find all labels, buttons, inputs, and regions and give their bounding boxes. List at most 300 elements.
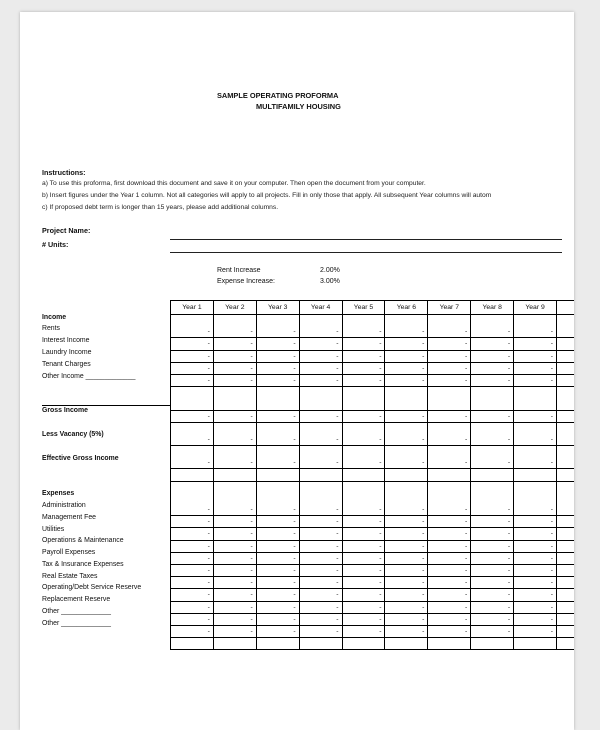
grid-cell[interactable] xyxy=(256,469,299,481)
grid-cell[interactable]: - xyxy=(471,350,514,362)
grid-cell[interactable]: - xyxy=(514,552,557,564)
grid-cell[interactable]: - xyxy=(213,410,256,422)
grid-row xyxy=(171,613,575,625)
grid-cell[interactable]: - xyxy=(428,516,471,528)
grid-cell[interactable] xyxy=(299,387,342,399)
grid-cell[interactable]: - xyxy=(299,457,342,469)
grid-cell[interactable] xyxy=(471,398,514,410)
grid-cell[interactable]: - xyxy=(342,516,385,528)
grid-cell[interactable] xyxy=(514,469,557,481)
grid-cell[interactable]: - xyxy=(171,350,214,362)
grid-cell[interactable]: - xyxy=(299,362,342,374)
grid-cell[interactable]: - xyxy=(471,589,514,601)
grid-cell xyxy=(557,422,574,434)
grid-cell[interactable] xyxy=(342,446,385,458)
grid-cell[interactable]: - xyxy=(385,457,428,469)
grid-cell[interactable]: - xyxy=(514,338,557,350)
document-page xyxy=(20,12,574,730)
grid-cell[interactable]: - xyxy=(171,338,214,350)
grid-cell[interactable]: - xyxy=(471,564,514,576)
grid-cell[interactable] xyxy=(514,638,557,650)
grid-cell[interactable] xyxy=(299,481,342,493)
grid-cell[interactable]: - xyxy=(256,504,299,516)
grid-cell[interactable]: - xyxy=(299,625,342,637)
grid-cell[interactable]: - xyxy=(171,540,214,552)
grid-cell[interactable] xyxy=(256,422,299,434)
grid-cell[interactable]: - xyxy=(385,601,428,613)
grid-cell[interactable]: - xyxy=(428,350,471,362)
grid-cell[interactable] xyxy=(385,422,428,434)
grid-cell[interactable] xyxy=(471,481,514,493)
grid-row xyxy=(171,589,575,601)
grid-cell[interactable] xyxy=(428,493,471,504)
grid-cell[interactable]: - xyxy=(299,577,342,589)
grid-cell[interactable]: - xyxy=(428,338,471,350)
grid-cell[interactable]: - xyxy=(342,589,385,601)
grid-cell[interactable]: - xyxy=(213,516,256,528)
grid-cell[interactable]: - xyxy=(471,374,514,386)
grid-cell[interactable] xyxy=(299,315,342,327)
grid-cell[interactable]: - xyxy=(213,504,256,516)
grid-cell[interactable]: - xyxy=(428,434,471,446)
grid-cell[interactable]: - xyxy=(342,552,385,564)
grid-cell[interactable]: - xyxy=(171,601,214,613)
grid-cell[interactable] xyxy=(342,469,385,481)
grid-cell xyxy=(557,638,574,650)
grid-cell[interactable]: - xyxy=(342,577,385,589)
grid-cell xyxy=(557,564,574,576)
grid-cell[interactable]: - xyxy=(471,338,514,350)
grid-cell xyxy=(557,540,574,552)
units-label: # Units: xyxy=(42,240,69,249)
grid-cell[interactable] xyxy=(342,422,385,434)
year-4-header: Year 4 xyxy=(299,301,342,315)
grid-cell xyxy=(557,446,574,458)
grid-cell[interactable]: - xyxy=(428,613,471,625)
grid-cell[interactable]: - xyxy=(342,326,385,338)
grid-cell[interactable]: - xyxy=(385,625,428,637)
grid-cell[interactable]: - xyxy=(256,457,299,469)
grid-cell[interactable]: - xyxy=(342,338,385,350)
grid-cell[interactable]: - xyxy=(471,613,514,625)
grid-cell[interactable] xyxy=(213,469,256,481)
grid-row xyxy=(171,434,575,446)
grid-cell[interactable]: - xyxy=(171,504,214,516)
grid-cell[interactable]: - xyxy=(385,589,428,601)
grid-cell[interactable] xyxy=(471,493,514,504)
grid-cell[interactable]: - xyxy=(213,613,256,625)
grid-cell[interactable]: - xyxy=(171,589,214,601)
grid-cell[interactable]: - xyxy=(428,410,471,422)
grid-cell xyxy=(557,481,574,493)
grid-cell[interactable] xyxy=(471,446,514,458)
year-6-header: Year 6 xyxy=(385,301,428,315)
grid-cell[interactable] xyxy=(342,481,385,493)
grid-cell[interactable] xyxy=(385,315,428,327)
grid-cell[interactable]: - xyxy=(471,540,514,552)
grid-cell[interactable]: - xyxy=(213,350,256,362)
grid-cell[interactable] xyxy=(428,638,471,650)
grid-cell[interactable]: - xyxy=(256,564,299,576)
grid-cell[interactable] xyxy=(299,422,342,434)
grid-cell[interactable] xyxy=(385,469,428,481)
grid-cell[interactable]: - xyxy=(514,564,557,576)
grid-cell[interactable]: - xyxy=(342,564,385,576)
grid-cell[interactable]: - xyxy=(256,577,299,589)
grid-cell[interactable]: - xyxy=(514,457,557,469)
grid-cell[interactable] xyxy=(514,446,557,458)
grid-cell[interactable]: - xyxy=(428,528,471,540)
grid-cell[interactable] xyxy=(385,387,428,399)
grid-cell xyxy=(557,362,574,374)
grid-cell[interactable]: - xyxy=(299,564,342,576)
grid-cell[interactable]: - xyxy=(256,516,299,528)
grid-cell[interactable]: - xyxy=(428,326,471,338)
grid-cell[interactable]: - xyxy=(342,374,385,386)
grid-cell[interactable]: - xyxy=(428,577,471,589)
grid-cell[interactable]: - xyxy=(514,625,557,637)
grid-cell[interactable]: - xyxy=(514,516,557,528)
grid-cell[interactable] xyxy=(213,387,256,399)
grid-cell[interactable]: - xyxy=(471,410,514,422)
grid-cell[interactable]: - xyxy=(471,601,514,613)
grid-cell[interactable]: - xyxy=(213,577,256,589)
grid-cell[interactable]: - xyxy=(299,540,342,552)
grid-cell[interactable]: - xyxy=(471,457,514,469)
grid-cell[interactable]: - xyxy=(299,516,342,528)
grid-row xyxy=(171,528,575,540)
grid-cell[interactable]: - xyxy=(171,564,214,576)
grid-cell[interactable]: - xyxy=(256,528,299,540)
grid-cell[interactable]: - xyxy=(299,350,342,362)
grid-cell[interactable] xyxy=(342,315,385,327)
grid-cell[interactable] xyxy=(213,481,256,493)
grid-cell[interactable] xyxy=(514,387,557,399)
grid-cell[interactable]: - xyxy=(342,613,385,625)
grid-cell[interactable]: - xyxy=(256,350,299,362)
grid-cell[interactable]: - xyxy=(428,589,471,601)
grid-cell[interactable] xyxy=(299,446,342,458)
row-label-effective-gross-income: Effective Gross Income xyxy=(42,455,119,462)
grid-cell[interactable] xyxy=(428,469,471,481)
grid-cell[interactable]: - xyxy=(256,625,299,637)
grid-cell[interactable]: - xyxy=(385,362,428,374)
grid-cell[interactable]: - xyxy=(342,457,385,469)
grid-cell xyxy=(557,387,574,399)
grid-cell[interactable]: - xyxy=(171,410,214,422)
grid-cell[interactable]: - xyxy=(299,434,342,446)
grid-cell[interactable] xyxy=(428,422,471,434)
grid-cell[interactable]: - xyxy=(213,601,256,613)
grid-cell[interactable]: - xyxy=(213,374,256,386)
grid-cell[interactable]: - xyxy=(213,338,256,350)
grid-cell[interactable]: - xyxy=(299,601,342,613)
grid-cell[interactable] xyxy=(171,422,214,434)
grid-cell[interactable] xyxy=(514,481,557,493)
grid-cell[interactable]: - xyxy=(471,552,514,564)
row-label-tax-insurance: Tax & Insurance Expenses xyxy=(42,561,124,568)
grid-cell[interactable] xyxy=(342,638,385,650)
grid-cell[interactable] xyxy=(299,398,342,410)
instruction-line-c: c) If proposed debt term is longer than 15 years, please add additional columns. xyxy=(42,204,279,211)
grid-cell[interactable] xyxy=(428,446,471,458)
grid-cell[interactable] xyxy=(514,315,557,327)
grid-cell[interactable] xyxy=(171,469,214,481)
grid-cell[interactable]: - xyxy=(428,564,471,576)
grid-cell[interactable] xyxy=(213,493,256,504)
row-label-other-2: Other _____________ xyxy=(42,620,111,627)
grid-cell[interactable]: - xyxy=(213,564,256,576)
units-field[interactable] xyxy=(170,252,562,253)
grid-cell[interactable]: - xyxy=(299,613,342,625)
row-label-interest-income: Interest Income xyxy=(42,337,90,344)
grid-cell[interactable] xyxy=(471,638,514,650)
grid-cell[interactable]: - xyxy=(471,326,514,338)
grid-cell[interactable]: - xyxy=(342,410,385,422)
grid-cell[interactable]: - xyxy=(256,410,299,422)
grid-row xyxy=(171,326,575,338)
grid-cell[interactable]: - xyxy=(514,540,557,552)
grid-cell[interactable]: - xyxy=(299,410,342,422)
grid-cell[interactable]: - xyxy=(171,457,214,469)
grid-cell[interactable]: - xyxy=(514,577,557,589)
grid-cell[interactable]: - xyxy=(514,434,557,446)
project-name-label: Project Name: xyxy=(42,226,91,235)
grid-cell[interactable] xyxy=(471,387,514,399)
grid-cell[interactable] xyxy=(256,315,299,327)
grid-cell[interactable]: - xyxy=(514,601,557,613)
grid-cell[interactable]: - xyxy=(514,410,557,422)
grid-row xyxy=(171,516,575,528)
grid-cell[interactable]: - xyxy=(171,362,214,374)
grid-cell[interactable]: - xyxy=(342,362,385,374)
grid-cell[interactable]: - xyxy=(514,362,557,374)
grid-cell[interactable]: - xyxy=(299,326,342,338)
grid-cell[interactable] xyxy=(256,446,299,458)
grid-cell[interactable]: - xyxy=(256,601,299,613)
grid-cell[interactable]: - xyxy=(299,504,342,516)
grid-cell[interactable] xyxy=(385,446,428,458)
grid-cell[interactable] xyxy=(213,638,256,650)
year-header-row xyxy=(171,301,575,315)
grid-cell[interactable] xyxy=(171,387,214,399)
grid-cell[interactable]: - xyxy=(256,362,299,374)
grid-cell[interactable]: - xyxy=(385,326,428,338)
grid-cell[interactable] xyxy=(385,638,428,650)
grid-cell[interactable]: - xyxy=(428,601,471,613)
grid-cell[interactable]: - xyxy=(428,625,471,637)
grid-cell[interactable] xyxy=(342,387,385,399)
grid-cell[interactable]: - xyxy=(213,552,256,564)
grid-cell[interactable]: - xyxy=(256,338,299,350)
grid-cell[interactable]: - xyxy=(342,504,385,516)
grid-cell[interactable]: - xyxy=(171,625,214,637)
grid-cell[interactable] xyxy=(514,398,557,410)
grid-cell[interactable]: - xyxy=(514,613,557,625)
grid-cell[interactable]: - xyxy=(342,350,385,362)
grid-cell[interactable]: - xyxy=(514,374,557,386)
grid-cell[interactable]: - xyxy=(256,613,299,625)
grid-cell[interactable]: - xyxy=(471,434,514,446)
grid-cell[interactable]: - xyxy=(342,528,385,540)
grid-cell[interactable]: - xyxy=(213,528,256,540)
grid-cell[interactable]: - xyxy=(385,504,428,516)
grid-cell[interactable]: - xyxy=(171,326,214,338)
grid-cell[interactable]: - xyxy=(385,434,428,446)
grid-cell[interactable]: - xyxy=(342,540,385,552)
grid-cell[interactable]: - xyxy=(256,540,299,552)
grid-cell[interactable]: - xyxy=(385,613,428,625)
grid-cell[interactable] xyxy=(299,493,342,504)
grid-cell[interactable]: - xyxy=(428,457,471,469)
grid-cell[interactable]: - xyxy=(471,577,514,589)
grid-cell[interactable] xyxy=(171,446,214,458)
grid-cell[interactable] xyxy=(256,481,299,493)
grid-cell[interactable] xyxy=(428,481,471,493)
grid-cell[interactable]: - xyxy=(342,434,385,446)
grid-cell[interactable]: - xyxy=(385,516,428,528)
grid-cell[interactable]: - xyxy=(471,625,514,637)
project-name-field[interactable] xyxy=(170,239,562,240)
grid-cell[interactable]: - xyxy=(385,552,428,564)
grid-cell[interactable]: - xyxy=(171,516,214,528)
gross-income-rule xyxy=(42,405,170,406)
grid-cell[interactable]: - xyxy=(342,601,385,613)
grid-cell[interactable] xyxy=(256,638,299,650)
grid-cell[interactable]: - xyxy=(514,350,557,362)
grid-cell[interactable]: - xyxy=(385,374,428,386)
grid-cell[interactable]: - xyxy=(514,504,557,516)
grid-cell[interactable] xyxy=(471,469,514,481)
grid-cell xyxy=(557,398,574,410)
grid-cell[interactable] xyxy=(171,481,214,493)
grid-cell[interactable]: - xyxy=(213,457,256,469)
grid-cell[interactable] xyxy=(385,398,428,410)
grid-cell[interactable]: - xyxy=(299,589,342,601)
grid-cell[interactable] xyxy=(171,493,214,504)
grid-cell[interactable]: - xyxy=(256,589,299,601)
grid-cell[interactable]: - xyxy=(514,528,557,540)
grid-cell[interactable]: - xyxy=(514,326,557,338)
row-label-other-income: Other Income _____________ xyxy=(42,373,136,380)
grid-cell[interactable] xyxy=(256,493,299,504)
grid-cell[interactable]: - xyxy=(428,374,471,386)
grid-cell[interactable]: - xyxy=(471,504,514,516)
grid-cell[interactable] xyxy=(428,398,471,410)
grid-cell[interactable] xyxy=(342,493,385,504)
grid-row xyxy=(171,374,575,386)
grid-cell[interactable] xyxy=(171,315,214,327)
grid-cell xyxy=(557,326,574,338)
document-title: SAMPLE OPERATING PROFORMA xyxy=(217,91,339,100)
row-label-tenant-charges: Tenant Charges xyxy=(42,361,91,368)
grid-cell[interactable]: - xyxy=(299,552,342,564)
grid-cell[interactable]: - xyxy=(471,362,514,374)
grid-cell[interactable]: - xyxy=(213,625,256,637)
grid-cell[interactable]: - xyxy=(471,528,514,540)
row-label-payroll-expenses: Payroll Expenses xyxy=(42,549,96,556)
grid-cell[interactable]: - xyxy=(171,613,214,625)
grid-cell[interactable]: - xyxy=(428,504,471,516)
grid-cell[interactable]: - xyxy=(342,625,385,637)
grid-cell[interactable] xyxy=(514,422,557,434)
expense-increase-label: Expense Increase: xyxy=(217,278,275,285)
row-label-rents: Rents xyxy=(42,325,61,332)
grid-cell[interactable] xyxy=(213,398,256,410)
grid-cell xyxy=(557,434,574,446)
grid-cell[interactable]: - xyxy=(171,434,214,446)
grid-cell[interactable]: - xyxy=(385,410,428,422)
grid-cell[interactable] xyxy=(471,315,514,327)
grid-cell[interactable] xyxy=(471,422,514,434)
grid-cell[interactable]: - xyxy=(256,374,299,386)
grid-cell[interactable]: - xyxy=(213,589,256,601)
grid-cell[interactable] xyxy=(342,398,385,410)
grid-cell[interactable]: - xyxy=(171,577,214,589)
grid-cell[interactable]: - xyxy=(385,338,428,350)
grid-cell[interactable]: - xyxy=(171,374,214,386)
grid-cell[interactable] xyxy=(428,387,471,399)
grid-cell[interactable]: - xyxy=(213,540,256,552)
grid-cell[interactable]: - xyxy=(213,434,256,446)
grid-cell[interactable]: - xyxy=(385,540,428,552)
grid-cell[interactable]: - xyxy=(385,528,428,540)
grid-cell[interactable]: - xyxy=(171,528,214,540)
grid-cell[interactable]: - xyxy=(256,326,299,338)
grid-cell[interactable]: - xyxy=(299,338,342,350)
grid-cell[interactable]: - xyxy=(471,516,514,528)
grid-row xyxy=(171,552,575,564)
row-label-administration: Administration xyxy=(42,502,86,509)
grid-cell[interactable] xyxy=(256,387,299,399)
row-label-gross-income: Gross Income xyxy=(42,407,88,414)
grid-cell[interactable] xyxy=(385,481,428,493)
grid-row xyxy=(171,315,575,327)
grid-row xyxy=(171,469,575,481)
grid-cell[interactable]: - xyxy=(256,434,299,446)
grid-cell[interactable]: - xyxy=(213,362,256,374)
grid-cell[interactable] xyxy=(385,493,428,504)
rent-increase-label: Rent Increase xyxy=(217,267,261,274)
grid-row xyxy=(171,638,575,650)
grid-cell[interactable]: - xyxy=(385,577,428,589)
grid-cell[interactable] xyxy=(299,469,342,481)
grid-cell[interactable]: - xyxy=(428,552,471,564)
grid-cell[interactable]: - xyxy=(299,374,342,386)
grid-cell[interactable] xyxy=(428,315,471,327)
grid-cell[interactable]: - xyxy=(514,589,557,601)
grid-cell[interactable]: - xyxy=(256,552,299,564)
instructions-heading: Instructions: xyxy=(42,168,86,177)
grid-cell[interactable] xyxy=(256,398,299,410)
grid-cell[interactable]: - xyxy=(385,564,428,576)
grid-cell[interactable] xyxy=(171,638,214,650)
grid-cell[interactable] xyxy=(171,398,214,410)
grid-cell xyxy=(557,589,574,601)
grid-cell[interactable]: - xyxy=(428,362,471,374)
grid-cell[interactable]: - xyxy=(171,552,214,564)
year-7-header: Year 7 xyxy=(428,301,471,315)
grid-cell[interactable] xyxy=(213,315,256,327)
grid-cell[interactable] xyxy=(213,422,256,434)
grid-cell[interactable]: - xyxy=(299,528,342,540)
grid-cell[interactable]: - xyxy=(428,540,471,552)
grid-cell[interactable]: - xyxy=(213,326,256,338)
grid-cell[interactable] xyxy=(514,493,557,504)
grid-cell[interactable]: - xyxy=(385,350,428,362)
grid-cell[interactable] xyxy=(213,446,256,458)
grid-cell[interactable] xyxy=(299,638,342,650)
